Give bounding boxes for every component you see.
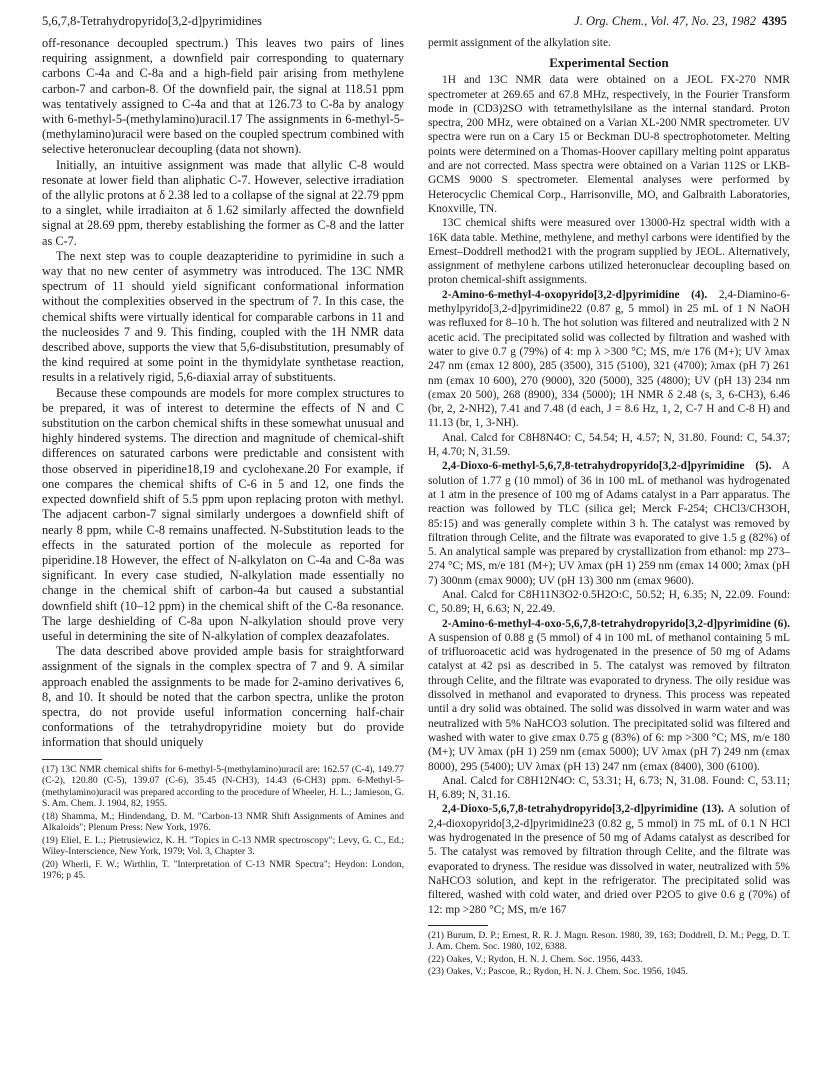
elemental-analysis: Anal. Calcd for C8H11N3O2·0.5H2O:C, 50.52; H, 6.35; N, 22.09. Found: C, 50.89; H, 6.63; N, 22.49.	[428, 588, 790, 616]
footnote: (22) Oakes, V.; Rydon, H. N. J. Chem. Soc. 1956, 4433.	[428, 953, 643, 965]
right-column	[428, 36, 790, 1056]
left-column	[42, 36, 404, 1056]
compound-heading: 2-Amino-6-methyl-4-oxopyrido[3,2-d]pyrimidine (4).	[442, 288, 708, 301]
body-paragraph: off-resonance decoupled spectrum.) This leaves two pairs of lines requiring assignment, a downfield pair corresponding to quaternary carbons C-4a and C-8a and a high-field pair arising from methylene carbon-7 and carbon-8. Of the downfield pair, the signal at 118.51 ppm was tentatively assigned to C-4a and that at 126.73 to C-8a by analogy with 6-methyl-5-(methylamino)uracil.17 The assignments in 6-methyl-5-(methylamino)uracil were based on the coupled spectrum combined with selective heteronuclear decoupling (data not shown).	[42, 36, 404, 157]
compound-text: A solution of 1.77 g (10 mmol) of 36 in 100 mL of methanol was hydrogenated at 1 atm in the presence of 100 mg of Adams catalyst in a Parr apparatus. The reaction was followed by TLC (silica gel; Merck F-254; CHCl3/CH3OH, 85:15) and was generally complete within 3 h. The catalyst was removed by filtration through Celite, and the filtrate was evaporated to give 1.5 g (82%) of 5. An analytical sample was prepared by crystallization from ethanol: mp 273–274 °C; MS, m/e 181 (M+); UV λmax (pH 1) 259 nm (εmax 14 000; λmax (pH 7) 300nm (εmax 9000); UV (pH 13) 300 nm (εmax 9600).	[428, 460, 790, 587]
body-paragraph: The data described above provided ample basis for straightforward assignment of the signals in the complex spectra of 7 and 9. A similar approach enabled the assignments to be made for 2-amino derivatives 6, 8, and 10. It should be noted that the carbon spectra, unlike the proton spectra, do not provide useful information concerning half-chair conformations of the tetrahydropyridine moiety but do provide information that should uniquely	[42, 644, 404, 750]
footnote: (21) Burum, D. P.; Ernest, R. R. J. Magn. Reson. 1980, 39, 163; Doddrell, D. M.; Pegg, D. T. J. Am. Chem. Soc. 1980, 102, 6388.	[428, 929, 790, 953]
body-paragraph: 13C chemical shifts were measured over 13000-Hz spectral width with a 16K data table. Methine, methylene, and methyl carbons were identified by the Ernest–Doddrell method21 with the program supplied by JEOL. Alternatively, assignment of methylene carbons utilized heteronuclear decoupling based on proton chemical-shift assignments.	[428, 217, 790, 287]
body-paragraph: Initially, an intuitive assignment was made that allylic C-8 would resonate at lower field than aliphatic C-7. However, selective irradiation of the allylic protons at δ 2.38 led to a collapse of the signal at 22.79 ppm to a singlet, while irradiaiton at δ 1.62 similarly affected the downfield signal at 28.69 ppm, thereby establishing the former as C-8 and the latter as C-7.	[42, 157, 404, 248]
compound-heading: 2,4-Dioxo-5,6,7,8-tetrahydropyrido[3,2-d]pyrimidine (13).	[442, 803, 724, 816]
elemental-analysis: Anal. Calcd for C8H12N4O: C, 53.31; H, 6.73; N, 31.08. Found: C, 53.11; H, 6.89; N, 31.16.	[428, 774, 790, 802]
compound-text: 2,4-Diamino-6-methylpyrido[3,2-d]pyrimidine22 (0.87 g, 5 mmol) in 25 mL of 1 N NaOH was refluxed for 8–10 h. The hot solution was filtered and neutralized with 2 N acetic acid. The precipitated solid was collected by filtration and washed with water to give 0.7 g (79%) of 4: mp λ >300 °C; MS, m/e 176 (M+); UV λmax 247 nm (εmax 12 800), 285 (3500), 315 (5100), 321 (4700); λmax (pH 7) 261 nm (εmax 10 600), 270 (9000), 320 (5000), 325 (4800); UV (pH 13) 234 nm (εmax 20 500), 268 (8900), 334 (5000); 1H NMR δ 2.48 (s, 3, 6-CH3), 6.46 (br, 2, 2-NH2), 7.41 and 7.48 (d each, J = 8.6 Hz, 1, 2, C-7 H and C-8 H) and 11.13 (br, 1, 3-NH).	[428, 288, 790, 430]
journal-citation	[574, 12, 787, 30]
compound-procedure	[428, 288, 790, 431]
compound-procedure	[428, 459, 790, 588]
footnote: (18) Shamma, M.; Hindendang, D. M. "Carbon-13 NMR Shift Assignments of Amines and Alkaloids"; Plenum Press: New York, 1976.	[42, 810, 404, 834]
footnote: (19) Eliel, E. L.; Pietrusiewicz, K. H. "Topics in C-13 NMR spectroscopy"; Levy, G. C., Ed.; Wiley-Interscience, New York, 1979; Vol. 3, Chapter 3.	[42, 834, 404, 858]
footnote-rule	[428, 925, 488, 926]
body-paragraph: The next step was to couple deazapteridine to pyrimidine in such a way that no new center of asymmetry was introduced. The 13C NMR spectrum of 11 should yield significant conformational information without the complexities observed in the spectrum of 7. In this case, the chemical shifts were virtually identical for comparable carbons in 11 and the nucleosides 7 and 9. This finding, coupled with the 1H NMR data described above, supports the view that 5,6-disubstitution, presumably of the kind required at some point in the thymidylate synthetase reaction, results in a relatively rigid, 5,6-diaxial array of substituents.	[42, 248, 404, 385]
body-paragraph: 1H and 13C NMR data were obtained on a JEOL FX-270 NMR spectrometer at 269.65 and 67.8 MHz, respectively, in the Fourier Transform mode in (CD3)2SO with tetramethylsilane as the internal standard. Proton spectra, 200 MHz, were obtained on a Varian XL-200 NMR spectrometer. UV spectra were run on a Cary 15 or Beckman DU-8 spectrophotometer. Melting points were determined on a Thomas-Hoover capillary melting point apparatus and are not corrected. Mass spectra were obtained on a Varian 112S or LKB-GCMS 9000 S spectrometer. Elemental analyses were performed by Heterocyclic Chemical Corp., Harrisonville, MO, and Galbraith Laboratories, Knoxville, TN.	[428, 74, 790, 215]
compound-procedure	[428, 802, 790, 916]
body-paragraph: permit assignment of the alkylation site.	[428, 37, 611, 49]
journal-name: J. Org. Chem., Vol. 47, No. 23, 1982	[574, 14, 756, 28]
elemental-analysis: Anal. Calcd for C8H8N4O: C, 54.54; H, 4.57; N, 31.80. Found: C, 54.37; H, 4.70; N, 31.59.	[428, 431, 790, 459]
body-paragraph: Because these compounds are models for more complex structures to be prepared, it was of interest to determine the effects of N and C substitution on the carbon chemical shifts in these somewhat unusual and highly hindered systems. The direction and magnitude of chemical-shift differences on saturated carbons were predictable and consistent with those observed in piperidine18,19 and cyclohexane.20 For example, if one compares the chemical shifts of C-6 in 5 and 12, one finds the expected downfield shift of 5.5 ppm upon replacing proton with methyl. The adjacent carbon-7 signal similarly undergoes a downfield shift of nearly 8 ppm, while C-8 remains unaffected. N-Substitution leads to the effects in the saturated portion of the molecule as reported for piperidine.18 However, the effect of N-alkylaton on C-4a and C-8a was significant. In every case studied, N-alkylation made essentially no change in the chemical shift of carbon-4a but caused a substantial downfield shift (10–12 ppm) in the chemical shift of the C-8a resonance. The large deshielding of C-8a upon N-alkylation should prove very useful in determining the site of N-alkylation of complex deazafolates.	[42, 385, 404, 643]
running-title: 5,6,7,8-Tetrahydropyrido[3,2-d]pyrimidines	[42, 14, 262, 28]
running-header	[42, 12, 787, 30]
compound-text: A solution of 2,4-dioxopyrido[3,2-d]pyrimidine23 (0.82 g, 5 mmol) in 75 mL of 0.1 N HCl was hydrogenated in the presence of 50 mg of Adams catalyst as described for 5. The catalyst was removed by filtration through Celite, and the filtrate was evaporated to dryness. The residue was dissolved in water, neutralized with 5% NaHCO3 solution, and kept in the refrigerator. The precipitated solid was filtered, washed with cold water, and dried over P2O5 to give 0.6 g (70%) of 12: mp >280 °C; MS, m/e 167	[428, 803, 790, 916]
footnote: (23) Oakes, V.; Pascoe, R.; Rydon, H. N. J. Chem. Soc. 1956, 1045.	[428, 966, 688, 978]
section-title: Experimental Section	[549, 55, 669, 71]
footnote: (20) Wherli, F. W.; Wirthlin, T. "Interpretation of C-13 NMR Spectra"; Heydon: London, 1976; p 45.	[42, 858, 404, 882]
compound-heading: 2,4-Dioxo-6-methyl-5,6,7,8-tetrahydropyrido[3,2-d]pyrimidine (5).	[442, 460, 772, 473]
compound-heading: 2-Amino-6-methyl-4-oxo-5,6,7,8-tetrahydropyrido[3,2-d]pyrimidine (6).	[442, 617, 790, 630]
footnote-rule	[42, 759, 102, 760]
compound-procedure	[428, 617, 790, 774]
compound-text: A suspension of 0.88 g (5 mmol) of 4 in 100 mL of methanol containing 5 mL of trifluoroacetic acid was hydrogenated in the presence of 50 mg of Adams catalyst at 42 psi as described in 5. The catalyst was removed by filtraton through Celite, and the filtrate was evaporated to dryness. The oily residue was dissolved in methanol and evaporated to dryness. This process was repeated until a dry solid was obtained. The solid was dissolved in warm water and was neutralized with 5% NaHCO3 solution. The precipitated solid was filtered and washed with water to give εmax 0.75 g (83%) of 6: mp >300 °C; MS, m/e 180 (M+); UV λmax (pH 1) 259 nm (εmax 5000); UV λmax (pH 7) 249 nm (εmax 8000), 295 (5400); UV λmax (pH 13) 247 nm (εmax (8400), 300 (6100).	[428, 631, 790, 773]
page-number: 4395	[762, 14, 787, 28]
footnote: (17) 13C NMR chemical shifts for 6-methyl-5-(methylamino)uracil are: 162.57 (C-4), 149.77 (C-2), 120.80 (C-5), 139.07 (C-6), 35.45 (N-CH3), 14.43 (6-CH3) ppm. 6-Methyl-5-(methylamino)uracil was prepared according to the procedure of Wheeler, H. L.; Jamieson, G. S. Am. Chem. J. 1904, 82, 1955.	[42, 763, 404, 810]
